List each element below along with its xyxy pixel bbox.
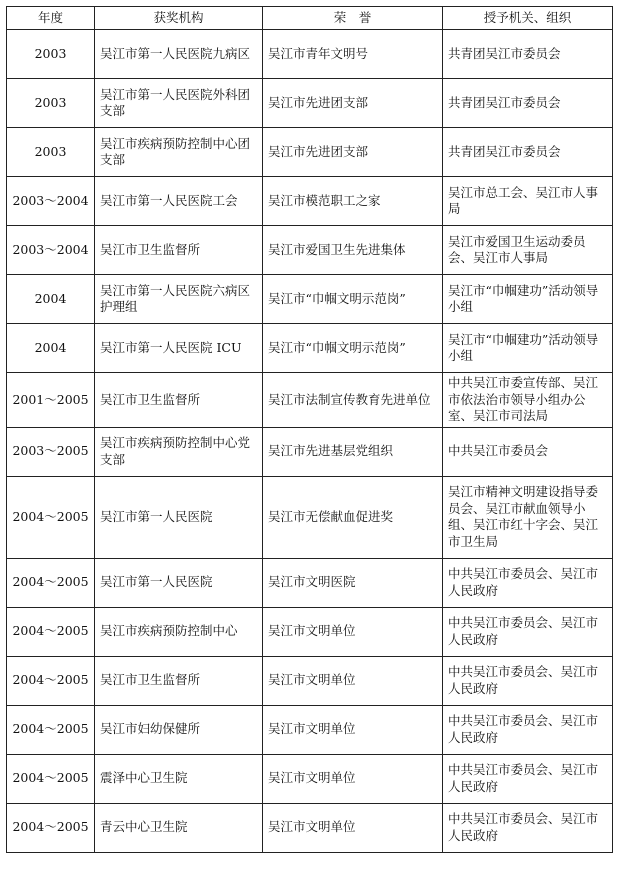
awards-table [6,6,613,853]
cell-year: 2004～2005 [7,656,95,705]
cell-year: 2004～2005 [7,803,95,852]
table-row [7,427,613,476]
cell-year: 2003 [7,128,95,177]
cell-org: 吴江市第一人民医院 [95,558,263,607]
cell-org: 吴江市第一人民医院 [95,476,263,558]
table-row [7,30,613,79]
cell-grantor: 中共吴江市委员会、吴江市人民政府 [443,558,613,607]
cell-grantor: 吴江市“巾帼建功”活动领导小组 [443,324,613,373]
cell-honor: 吴江市先进基层党组织 [263,427,443,476]
cell-honor: 吴江市文明单位 [263,656,443,705]
cell-honor: 吴江市文明单位 [263,705,443,754]
table-row [7,275,613,324]
cell-org: 吴江市疾病预防控制中心 [95,607,263,656]
cell-org: 吴江市第一人民医院 ICU [95,324,263,373]
cell-grantor: 共青团吴江市委员会 [443,30,613,79]
table-row [7,226,613,275]
cell-org: 青云中心卫生院 [95,803,263,852]
cell-grantor: 中共吴江市委员会、吴江市人民政府 [443,754,613,803]
cell-honor: 吴江市先进团支部 [263,128,443,177]
table-body [7,30,613,853]
cell-org: 吴江市卫生监督所 [95,373,263,428]
cell-org: 吴江市第一人民医院工会 [95,177,263,226]
cell-honor: 吴江市“巾帼文明示范岗” [263,324,443,373]
cell-year: 2003～2005 [7,427,95,476]
table-row [7,177,613,226]
table-row [7,79,613,128]
cell-year: 2003～2004 [7,226,95,275]
table-row [7,128,613,177]
table-row [7,803,613,852]
cell-honor: 吴江市文明单位 [263,803,443,852]
cell-grantor: 中共吴江市委员会、吴江市人民政府 [443,656,613,705]
cell-grantor: 中共吴江市委宣传部、吴江市依法治市领导小组办公室、吴江市司法局 [443,373,613,428]
cell-year: 2004 [7,275,95,324]
cell-year: 2004～2005 [7,754,95,803]
cell-year: 2004～2005 [7,607,95,656]
cell-honor: 吴江市文明单位 [263,607,443,656]
cell-grantor: 共青团吴江市委员会 [443,128,613,177]
cell-year: 2004 [7,324,95,373]
cell-grantor: 吴江市精神文明建设指导委员会、吴江市献血领导小组、吴江市红十字会、吴江市卫生局 [443,476,613,558]
cell-year: 2001～2005 [7,373,95,428]
cell-grantor: 共青团吴江市委员会 [443,79,613,128]
table-row [7,607,613,656]
cell-grantor: 中共吴江市委员会、吴江市人民政府 [443,803,613,852]
header-grantor: 授予机关、组织 [443,7,613,30]
cell-org: 吴江市第一人民医院六病区护理组 [95,275,263,324]
cell-grantor: 中共吴江市委员会、吴江市人民政府 [443,705,613,754]
cell-grantor: 中共吴江市委员会 [443,427,613,476]
cell-year: 2003～2004 [7,177,95,226]
cell-org: 吴江市卫生监督所 [95,656,263,705]
table-row [7,373,613,428]
table-row [7,324,613,373]
cell-grantor: 吴江市总工会、吴江市人事局 [443,177,613,226]
cell-year: 2003 [7,79,95,128]
table-row [7,476,613,558]
table-row [7,705,613,754]
header-org: 获奖机构 [95,7,263,30]
cell-org: 吴江市第一人民医院九病区 [95,30,263,79]
cell-org: 吴江市疾病预防控制中心团支部 [95,128,263,177]
cell-honor: 吴江市爱国卫生先进集体 [263,226,443,275]
table-row [7,754,613,803]
cell-honor: 吴江市文明医院 [263,558,443,607]
cell-org: 震泽中心卫生院 [95,754,263,803]
cell-org: 吴江市疾病预防控制中心党支部 [95,427,263,476]
cell-honor: 吴江市青年文明号 [263,30,443,79]
cell-honor: 吴江市法制宣传教育先进单位 [263,373,443,428]
cell-honor: 吴江市无偿献血促进奖 [263,476,443,558]
page [6,6,612,853]
cell-year: 2004～2005 [7,476,95,558]
cell-org: 吴江市妇幼保健所 [95,705,263,754]
header-row [7,7,613,30]
cell-grantor: 吴江市爱国卫生运动委员会、吴江市人事局 [443,226,613,275]
table-row [7,656,613,705]
header-year: 年度 [7,7,95,30]
cell-org: 吴江市第一人民医院外科团支部 [95,79,263,128]
cell-honor: 吴江市文明单位 [263,754,443,803]
cell-year: 2004～2005 [7,558,95,607]
cell-grantor: 中共吴江市委员会、吴江市人民政府 [443,607,613,656]
cell-honor: 吴江市“巾帼文明示范岗” [263,275,443,324]
cell-honor: 吴江市模范职工之家 [263,177,443,226]
cell-grantor: 吴江市“巾帼建功”活动领导小组 [443,275,613,324]
cell-year: 2004～2005 [7,705,95,754]
table-row [7,558,613,607]
cell-honor: 吴江市先进团支部 [263,79,443,128]
cell-org: 吴江市卫生监督所 [95,226,263,275]
header-honor: 荣 誉 [263,7,443,30]
cell-year: 2003 [7,30,95,79]
